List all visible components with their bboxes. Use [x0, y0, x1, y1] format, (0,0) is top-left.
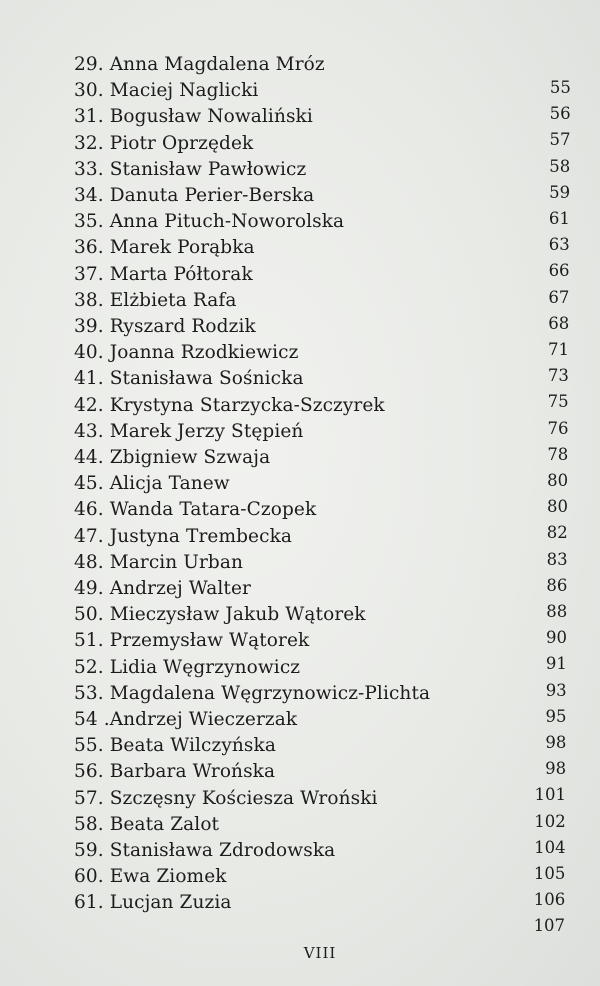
toc-entry-label: 41. Stanisława Sośnicka [74, 368, 304, 390]
toc-page-number: 106 [533, 890, 566, 910]
toc-page-number: 88 [546, 602, 568, 621]
toc-page-number: 91 [545, 654, 567, 674]
toc-page-number: 107 [533, 916, 566, 936]
toc-entry-label: 40. Joanna Rzodkiewicz [74, 342, 299, 364]
toc-page-number: 56 [549, 104, 571, 124]
toc-page-number: 80 [547, 471, 569, 490]
toc-page-number: 73 [547, 366, 569, 386]
toc-entry-label: 59. Stanisława Zdrodowska [74, 840, 336, 861]
toc-entry-label: 31. Bogusław Nowaliński [74, 106, 313, 128]
toc-page-number: 90 [546, 628, 568, 648]
toc-page-number: 71 [548, 340, 570, 359]
toc-entry-label: 43. Marek Jerzy Stępień [74, 420, 304, 442]
toc-entry-label: 52. Lidia Węgrzynowicz [74, 656, 301, 678]
toc-entry-label: 39. Ryszard Rodzik [74, 316, 256, 337]
toc-entry-label: 33. Stanisław Pawłowicz [74, 158, 307, 180]
toc-page-number: 105 [533, 864, 566, 883]
toc-page-number: 98 [545, 733, 567, 752]
toc-entry-label: 45. Alicja Tanew [74, 473, 230, 495]
toc-entry-label: 47. Justyna Trembecka [74, 525, 293, 547]
toc-entry-label: 56. Barbara Wrońska [74, 761, 276, 783]
toc-entry-label: 35. Anna Pituch-Noworolska [74, 211, 345, 233]
toc-page-number: 63 [548, 235, 570, 255]
toc-entry-label: 55. Beata Wilczyńska [74, 735, 276, 757]
toc-entry-label: 58. Beata Zalot [74, 813, 220, 835]
toc-page-number: 61 [548, 209, 570, 228]
toc-entry-label: 53. Magdalena Węgrzynowicz-Plichta [74, 682, 431, 704]
toc-entry-label: 54 .Andrzej Wieczerzak [74, 709, 298, 730]
toc-page-number: 95 [545, 706, 567, 726]
toc-entry-label: 46. Wanda Tatara-Czopek [74, 499, 317, 521]
toc-entry-label: 38. Elżbieta Rafa [74, 289, 237, 311]
toc-entry-label: 50. Mieczysław Jakub Wątorek [74, 604, 366, 626]
toc-page-number: 58 [549, 156, 571, 176]
toc-entry-label: 51. Przemysław Wątorek [74, 630, 310, 652]
toc-page-number: 75 [547, 392, 569, 412]
toc-page-number: 93 [545, 680, 567, 700]
toc-page-number: 101 [534, 785, 566, 805]
toc-page-number: 67 [548, 287, 570, 307]
toc-entry-label: 29. Anna Magdalena Mróz [74, 54, 325, 75]
toc-page-number: 55 [549, 78, 571, 97]
toc-entry-label: 37. Marta Półtorak [74, 263, 253, 285]
toc-page-number: 76 [547, 418, 569, 438]
toc-entry-label: 57. Szczęsny Kościesza Wroński [74, 787, 378, 809]
toc-page-number: 78 [547, 444, 569, 464]
toc-page-number: 102 [534, 811, 566, 831]
toc-page-number: 104 [534, 837, 566, 857]
toc-entry-label: 42. Krystyna Starzycka-Szczyrek [74, 394, 385, 416]
toc-page-number: 57 [549, 130, 571, 150]
toc-page-number: 68 [548, 313, 570, 333]
toc-page-number: 59 [549, 182, 571, 202]
toc-page-number: 82 [546, 523, 568, 543]
page-folio: VIII [303, 944, 337, 962]
toc-page-number: 66 [548, 261, 570, 281]
toc-entry-label: 48. Marcin Urban [74, 551, 244, 573]
toc-page-number: 83 [546, 549, 568, 569]
toc-page-number: 86 [546, 575, 568, 595]
toc-entry-label: 34. Danuta Perier-Berska [74, 185, 315, 206]
toc-entry-label: 60. Ewa Ziomek [74, 866, 227, 888]
toc-page-number: 80 [546, 497, 568, 517]
toc-entry-label: 61. Lucjan Zuzia [74, 892, 232, 914]
toc-entry-label: 32. Piotr Oprzędek [74, 132, 254, 154]
toc-page-number: 98 [545, 759, 567, 779]
toc-entry-label: 30. Maciej Naglicki [74, 80, 259, 102]
toc-entry-label: 44. Zbigniew Szwaja [74, 447, 271, 468]
toc-entry-label: 49. Andrzej Walter [74, 578, 251, 599]
toc-entry-label: 36. Marek Porąbka [74, 237, 255, 259]
